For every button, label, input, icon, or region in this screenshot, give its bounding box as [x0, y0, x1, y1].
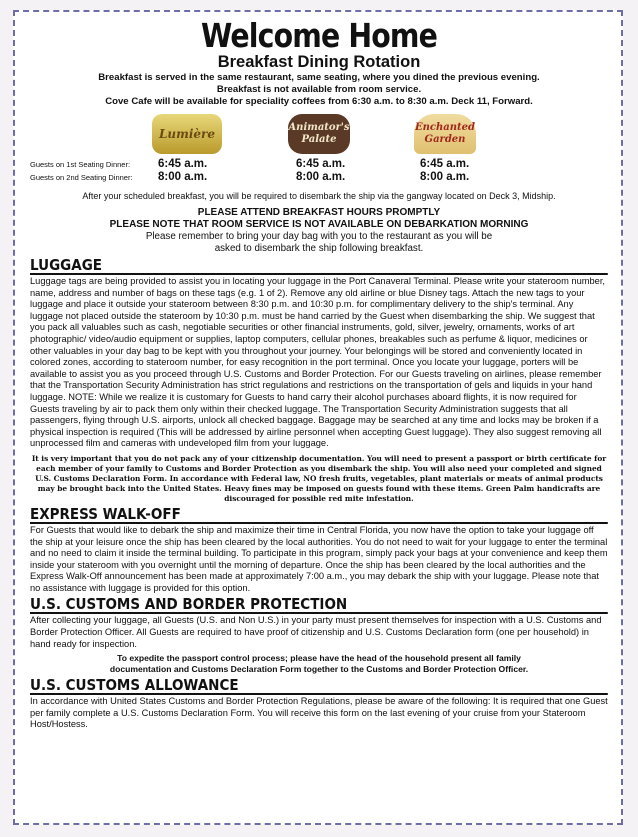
express-walk-off-body: For Guests that would like to debark the ship and maximize their time in Central Florida, you now have the option to take your luggage off the ship at your leisure once the ship has been cleared by the local authorities. You do not need to wait for your luggage to enter the terminal and no need to claim it inside the terminal building. To participate in this program, simply pack your bags at your convenience and keep them inside your stateroom with you overnight until the morning of departure. Once the ship has been cleared by the local authorities and the Express Walk-Off announcement has been made at approximately 7:00 a.m., you may debark the ship with your luggage. Please note that no assistance with luggage is provided for this option.: [30, 524, 608, 593]
seating-label: Guests on 2nd Seating Dinner:: [30, 173, 133, 182]
page-title: Welcome Home: [200, 16, 438, 55]
animators-palate-logo-icon: Animator's Palate: [288, 114, 350, 154]
page-subtitle: Breakfast Dining Rotation: [217, 53, 421, 71]
citizenship-fine-print: It is very important that you do not pack any of your citizenship documentation. You will need to present a passport or birth certificate for each member of your family to Customs and Border Protection as you disembark the ship. You will also need your completed and signed U.S. Customs Declaration Form. In accordance with Federal law, NO fresh fruits, vegetables, plant materials or meats of animal products may be brought back into the United States. Heavy fines may be imposed on guests found with these items. Green Palm handicrafts are discouraged for possible red mite infestation.: [31, 453, 607, 503]
document: [30, 18, 608, 731]
seating-row-2: [30, 171, 608, 183]
intro-line-1: Breakfast is served in the same restaurant, same seating, where you dined the previous evening.: [98, 72, 540, 83]
luggage-body: Luggage tags are being provided to assist you in locating your luggage in the Port Canaveral Terminal. Please write your stateroom number, name, address and number of bags on these tags (e.g. 1 of 2). Remove any old airline or blue Disney tags. Attach the new tags to your luggage and place it outside your stateroom between 8:30 p.m. and 10:30 p.m. for complimentary delivery to the ship's terminal. Any luggage not placed outside the stateroom by 10:30 p.m. must be hand carried by the Guest when disembarking the ship. We suggest that you pack all valuables such as cash, negotiable securities or other financial instruments, gold, silver, jewelry, ornaments, works of art photographic/ video/audio equipment or supplies, laptop computers, cellular phones, breakables such as perfume & liquor, medicines or other valuables in your day bag to be kept with you throughout your journey. Your belongings will be stored and conveniently located in colored zones, according to stateroom number, for easy recognition in the port terminal. Once you locate your luggage, porters will be available to assist you as you proceed through U.S. Customs and Border Protection. For our Guests traveling on airlines, please remember that the Transportation Security Administration has strict regulations and restrictions on the transportation of gels and liquids in your hand luggage. NOTE: While we realize it is customary for Guests to hand carry their alcohol purchases aboard flights, it is now required for Guests traveling by air to pack them only within their checked luggage. The Transportation Security Administration suggests that all passengers, flying through U.S. airports, unlock all checked baggage. Baggage may be searched at any time and locks may be broken if a physical inspection is required (This will be addressed by airline personnel when accepting Guest luggage). They also suggest removing all unprocessed film and cameras with undeveloped film from your luggage.: [30, 276, 606, 449]
seating-time: 8:00 a.m.: [296, 171, 346, 183]
seating-times: [30, 158, 608, 186]
lumiere-logo-icon: Lumière: [152, 114, 222, 154]
seating-time: 8:00 a.m.: [420, 171, 470, 183]
customs-heading: U.S. CUSTOMS AND BORDER PROTECTION: [30, 596, 607, 614]
seating-time: 6:45 a.m.: [296, 158, 346, 170]
restaurant-logos: [30, 114, 608, 158]
seating-row-1: [30, 158, 608, 170]
enchanted-garden-logo-icon: Enchanted Garden: [414, 114, 476, 154]
customs-body: After collecting your luggage, all Guests (U.S. and Non U.S.) in your party must present themselves for inspection with a U.S. Customs and Border Protection Officer. All Guests are required to have proof of citizenship and U.S. Customs Declaration form (one per household) in hand ready for inspection.: [30, 615, 602, 649]
allowance-heading: U.S. CUSTOMS ALLOWANCE: [30, 677, 607, 695]
attention-line-2: PLEASE NOTE THAT ROOM SERVICE IS NOT AVAILABLE ON DEBARKATION MORNING: [109, 219, 529, 230]
disembark-note: After your scheduled breakfast, you will be required to disembark the ship via the gangway located on Deck 3, Midship.: [82, 191, 556, 201]
customs-bold-line-1: To expedite the passport control process; please have the head of the household present all family: [117, 653, 521, 664]
express-walk-off-heading: EXPRESS WALK-OFF: [30, 506, 607, 524]
seating-time: 8:00 a.m.: [158, 171, 208, 183]
allowance-body: In accordance with United States Customs and Border Protection Regulations, please be aware of the following: It is required that one Guest per family complete a U.S. Customs Declaration Form. You will receive this form on the last evening of your cruise from your Stateroom Host/Hostess.: [30, 696, 608, 730]
seating-time: 6:45 a.m.: [420, 158, 470, 170]
attention-line-1: PLEASE ATTEND BREAKFAST HOURS PROMPTLY: [197, 207, 441, 218]
attention-line-3: Please remember to bring your day bag with you to the restaurant as you will be: [145, 231, 493, 242]
luggage-heading: LUGGAGE: [30, 257, 607, 275]
attention-line-4: asked to disembark the ship following breakfast.: [214, 243, 424, 254]
customs-bold-line-2: documentation and Customs Declaration Form together to the Customs and Border Protection Officer.: [109, 664, 529, 675]
intro-line-2: Breakfast is not available from room service.: [216, 84, 422, 95]
seating-time: 6:45 a.m.: [158, 158, 208, 170]
intro-line-3: Cove Cafe will be available for speciality coffees from 6:30 a.m. to 8:30 a.m. Deck 11, Forward.: [105, 96, 533, 107]
seating-label: Guests on 1st Seating Dinner:: [30, 160, 131, 169]
